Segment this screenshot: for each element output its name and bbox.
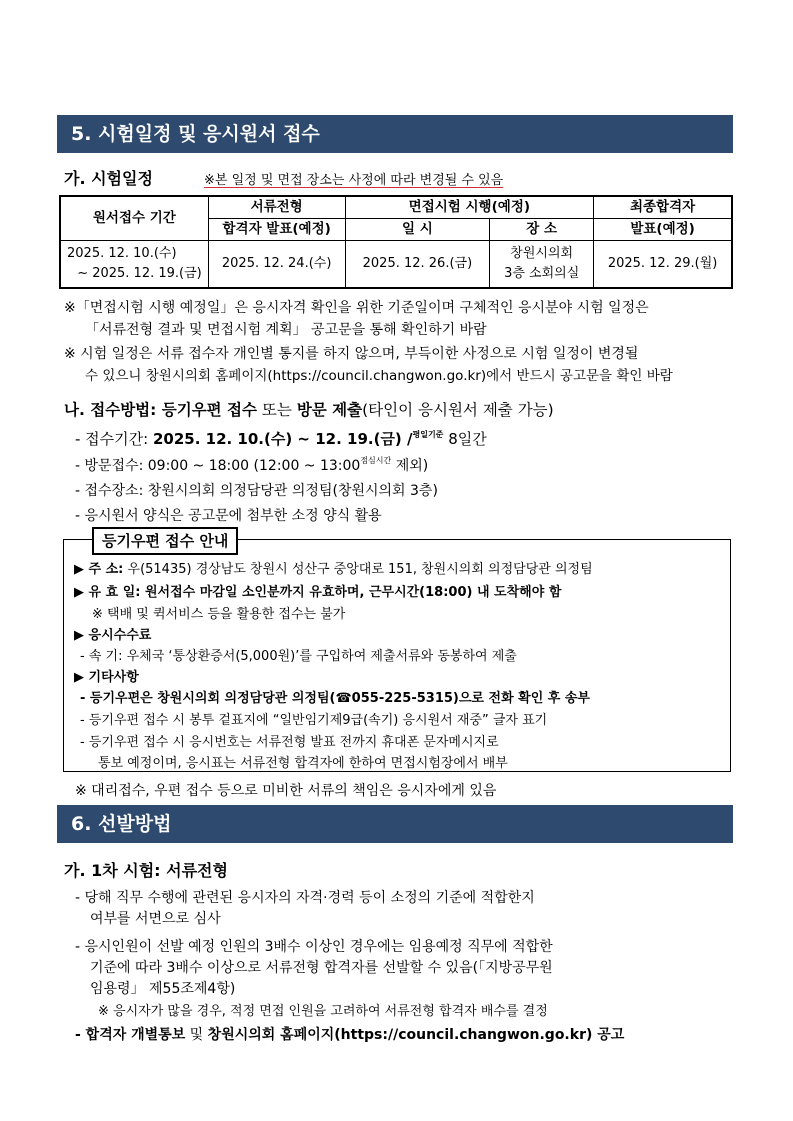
form-line: - 응시원서 양식은 공고문에 첨부한 소정 양식 활용 [75, 508, 382, 524]
etc-line-3a: - 등기우편 접수 시 응시번호는 서류전형 발표 전까지 휴대폰 문자메시지로 [80, 735, 499, 750]
s6-line-2c: 임용령」 제55조제4항) [90, 981, 236, 997]
proxy-note: ※ 대리접수, 우편 접수 등으로 미비한 서류의 책임은 응시자에게 있음 [75, 783, 497, 799]
s6-line-2-note: ※ 응시자가 많을 경우, 적정 면접 인원을 고려하여 서류전형 합격자 배수를 결정 [98, 1004, 548, 1019]
section-5-header: 5. 시험일정 및 응시원서 접수 [57, 115, 733, 153]
note-interview-line-2: 「서류전형 결과 및 면접시험 계획」 공고문을 통해 확인하기 바람 [85, 322, 487, 338]
th-final-1: 최종합격자 [594, 196, 732, 218]
method-subheading: 나. 접수방법: 등기우편 접수 또는 방문 제출(타인이 응시원서 제출 가능) [64, 401, 554, 419]
note-schedule-line-1: ※ 시험 일정은 서류 접수자 개인별 통지를 하지 않으며, 부득이한 사정으로 시험 일정이 변경될 [64, 346, 639, 362]
cell-period: 2025. 12. 10.(수) ~ 2025. 12. 19.(금) [60, 240, 208, 288]
schedule-change-note: ※본 일정 및 면접 장소는 사정에 따라 변경될 수 있음 [204, 173, 504, 188]
s6-line-3: - 합격자 개별통보 및 창원시의회 홈페이지(https://council.changwon.go.kr) 공고 [75, 1027, 625, 1043]
th-interview: 면접시험 시행(예정) [345, 196, 594, 218]
etc-line-3b: 통보 예정이며, 응시표는 서류전형 합격자에 한하여 면접시험장에서 배부 [98, 756, 508, 771]
s6-line-2b: 기준에 따라 3배수 이상으로 서류전형 합격자를 선발할 수 있음(「지방공무원 [90, 960, 553, 976]
section-6-header: 6. 선발방법 [57, 805, 733, 843]
cell-doc-date: 2025. 12. 24.(수) [208, 240, 345, 288]
cell-place: 창원시의회 3층 소회의실 [490, 240, 594, 288]
mail-address: ▶ 주 소: 우(51435) 경상남도 창원시 성산구 중앙대로 151, 창원시의회 의정담당관 의정팀 [74, 562, 593, 577]
receipt-period-line: - 접수기간: 2025. 12. 10.(수) ~ 12. 19.(금) /$^{평일기준}$ 8일간 [75, 430, 487, 448]
th-date: 일 시 [345, 218, 490, 240]
th-doc-1: 서류전형 [208, 196, 345, 218]
th-final-2: 발표(예정) [594, 218, 732, 240]
mail-guide-title: 등기우편 접수 안내 [92, 527, 238, 555]
note-interview-line-1: ※「면접시험 시행 예정일」은 응시자격 확인을 위한 기준일이며 구체적인 응시분야 시험 일정은 [64, 300, 649, 316]
etc-title: ▶ 기타사항 [74, 670, 139, 685]
s6-line-2a: - 응시인원이 선발 예정 인원의 3배수 이상인 경우에는 임용예정 직무에 적합한 [75, 939, 553, 955]
mail-valid: ▶ 유 효 일: 원서접수 마감일 소인분까지 유효하며, 근무시간(18:00) 내 도착해야 함 [74, 585, 562, 600]
schedule-table [59, 195, 733, 289]
visit-hours-line: - 방문접수: 09:00 ~ 18:00 (12:00 ~ $13:00^{점심시간}$ 제외) [75, 456, 429, 474]
th-place: 장 소 [490, 218, 594, 240]
note-schedule-line-2: 수 있으니 창원시의회 홈페이지(https://council.changwon.go.kr)에서 반드시 공고문을 확인 바람 [85, 368, 673, 384]
fee-title: ▶ 응시수수료 [74, 628, 152, 643]
th-period: 원서접수 기간 [60, 196, 208, 240]
th-doc-2: 합격자 발표(예정) [208, 218, 345, 240]
mail-valid-note: ※ 택배 및 퀵서비스 등을 활용한 접수는 불가 [92, 607, 346, 622]
cell-interview-date: 2025. 12. 26.(금) [345, 240, 490, 288]
cell-final-date: 2025. 12. 29.(월) [594, 240, 732, 288]
schedule-subheading: 가. 시험일정 [64, 169, 153, 188]
etc-line-2: - 등기우편 접수 시 봉투 겉표지에 “일반임기제9급(속기) 응시원서 재중” 글자 표기 [80, 713, 548, 728]
receipt-place-line: - 접수장소: 창원시의회 의정담당관 의정팀(창원시의회 3층) [75, 483, 438, 499]
s6-line-1a: - 당해 직무 수행에 관련된 응시자의 자격·경력 등이 소정의 기준에 적합한지 [75, 890, 535, 906]
first-exam-subheading: 가. 1차 시험: 서류전형 [64, 861, 228, 880]
s6-line-1b: 여부를 서면으로 심사 [90, 911, 221, 927]
fee-line: - 속 기: 우체국 ‘통상환증서(5,000원)’를 구입하여 제출서류와 동봉하여 제출 [80, 649, 517, 664]
etc-line-1: - 등기우편은 창원시의회 의정담당관 의정팀(☎055-225-5315)으로 전화 확인 후 송부 [80, 691, 590, 706]
